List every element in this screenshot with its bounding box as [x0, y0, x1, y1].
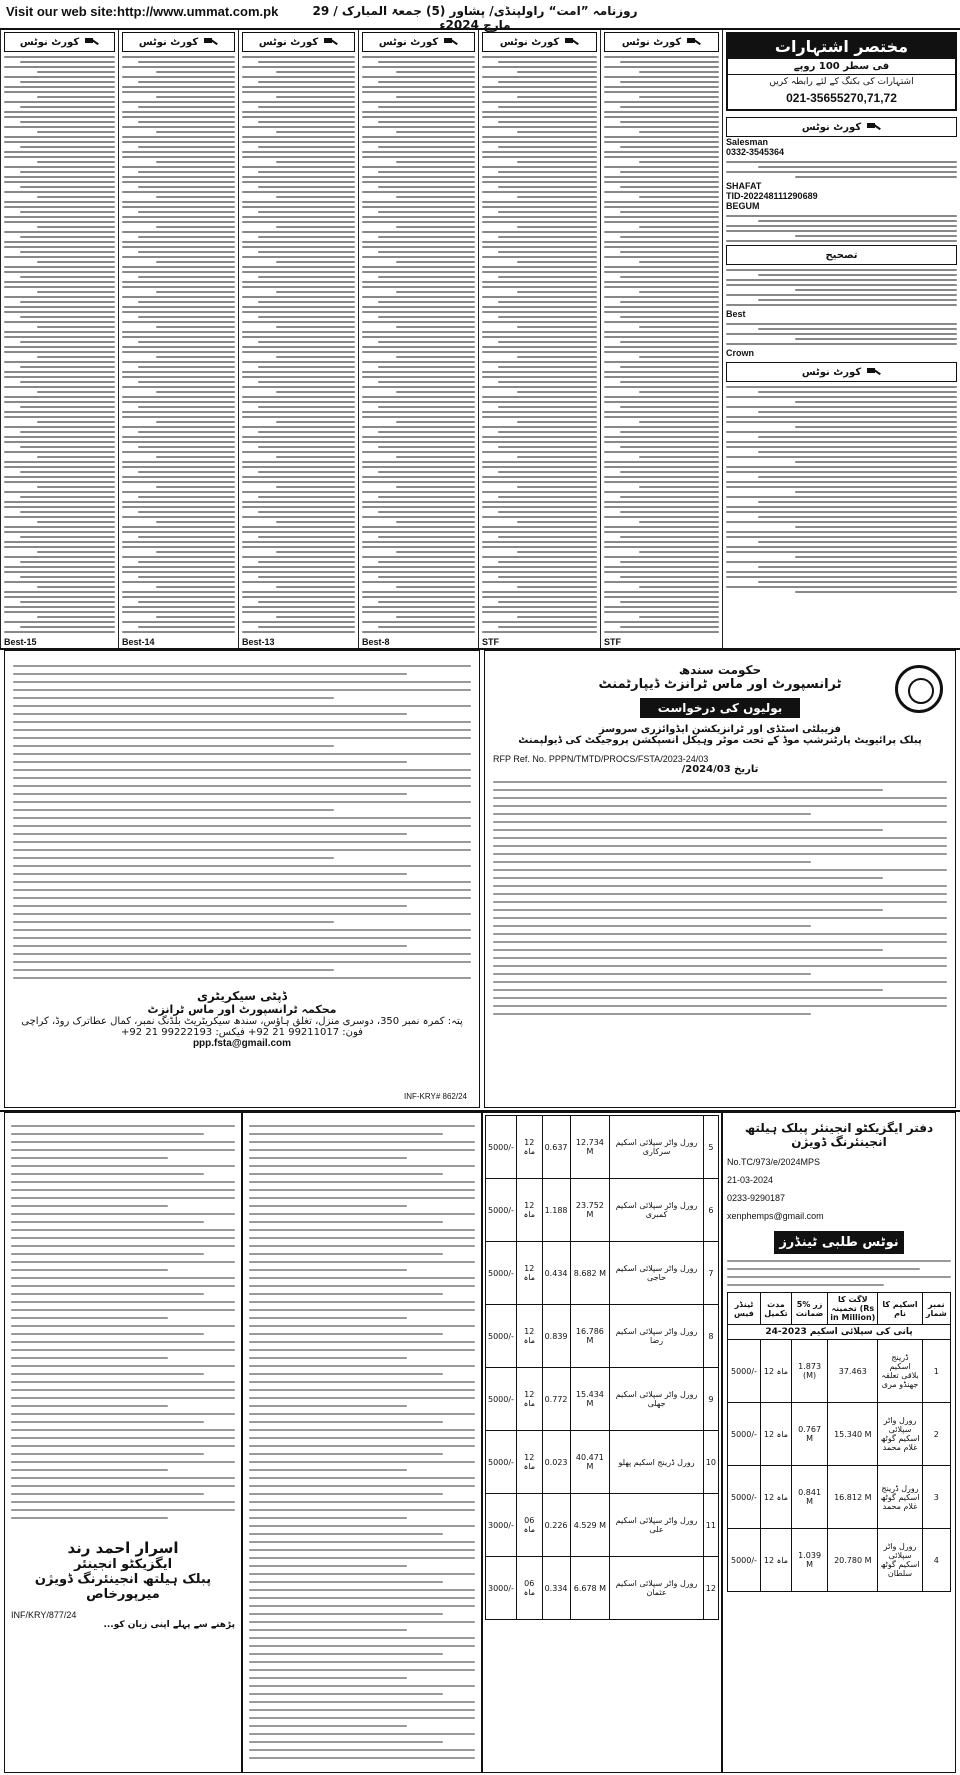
- office-name: دفتر ایگزیکٹو انجینئر پبلک ہیلتھ انجینئرنگ ڈویژن: [744, 1121, 934, 1149]
- table-cell: 10: [703, 1431, 718, 1494]
- table-cell: 0.767 M: [791, 1403, 827, 1466]
- tender-header-col: [722, 1112, 956, 1773]
- table-cell: رورل واٹر سپلائی اسکیم سرکاری: [610, 1116, 703, 1179]
- tender-conditions-col-2: [242, 1112, 482, 1773]
- table-cell: 5000/-: [486, 1305, 517, 1368]
- table-cell: 12 ماہ: [760, 1466, 791, 1529]
- dept-name: ٹرانسپورٹ اور ماس ٹرانزٹ ڈیپارٹمنٹ: [598, 677, 842, 692]
- notice-text: [4, 56, 115, 633]
- ads-column: [722, 30, 960, 648]
- table-cell: 3000/-: [486, 1494, 517, 1557]
- ad-code: SHAFAT: [726, 181, 762, 191]
- correction-header: تصحیح: [726, 245, 957, 265]
- table-cell: 9: [703, 1368, 718, 1431]
- classified-section: [0, 30, 960, 650]
- table-cell: رورل واٹر سپلائی اسکیم حاجی: [610, 1242, 703, 1305]
- table-cell: 6.678 M: [570, 1557, 610, 1620]
- notice-text: [604, 56, 719, 633]
- table-cell: 12 ماہ: [516, 1242, 542, 1305]
- table-row: [486, 1179, 719, 1242]
- table-cell: 12 ماہ: [760, 1529, 791, 1592]
- column-title: کورٹ نوٹس: [19, 36, 80, 48]
- ad-booking: اشتہارات کی بکنگ کے لئے رابطہ کریں: [769, 77, 914, 87]
- table-cell: رورل واٹر سپلائی اسکیم علی: [610, 1494, 703, 1557]
- table-cell: 8.682 M: [570, 1242, 610, 1305]
- transport-ad-section: [0, 650, 960, 1112]
- table-cell: 12: [703, 1557, 718, 1620]
- table-cell: 12 ماہ: [516, 1431, 542, 1494]
- table-row: [486, 1116, 719, 1179]
- table-cell: 12 ماہ: [760, 1340, 791, 1403]
- table-row: [486, 1431, 719, 1494]
- tender-signoff: [11, 1539, 235, 1602]
- table-cell: رورل واٹر سپلائی اسکیم گوٹھ سلطان: [878, 1529, 922, 1592]
- table-cell: 0.839: [542, 1305, 570, 1368]
- table-cell: 20.780 M: [828, 1529, 878, 1592]
- column-tag: STF: [604, 637, 621, 647]
- notice-column-2: [118, 30, 238, 648]
- table-cell: 16.812 M: [828, 1466, 878, 1529]
- table-cell: 0.841 M: [791, 1466, 827, 1529]
- table-cell: ڈرینج اسکیم بلاقی تعلقہ جھنڈو مری: [878, 1340, 922, 1403]
- table-cell: 40.471 M: [570, 1431, 610, 1494]
- hammer-icon: [565, 38, 579, 46]
- notice-column-1: [0, 30, 118, 648]
- tender-footnote: پڑھنے سے پہلے اپنی زبان کو...: [103, 1620, 235, 1630]
- table-header-cell: اسکیم کا نام: [878, 1293, 922, 1325]
- table-row: [486, 1305, 719, 1368]
- table-cell: 12 ماہ: [516, 1305, 542, 1368]
- ad-code: BEGUM: [726, 201, 760, 211]
- table-cell: 1.039 M: [791, 1529, 827, 1592]
- column-tag: Best-15: [4, 637, 37, 647]
- ad-code: 0332-3545364: [726, 147, 785, 157]
- tender-date: 21-03-2024: [727, 1175, 774, 1185]
- tender-table-part-2: [485, 1115, 719, 1620]
- table-cell: 1: [922, 1340, 950, 1403]
- hammer-icon: [204, 38, 218, 46]
- table-row: [728, 1325, 951, 1340]
- table-cell: 0.637: [542, 1116, 570, 1179]
- table-cell: 0.226: [542, 1494, 570, 1557]
- table-cell: 4.529 M: [570, 1494, 610, 1557]
- table-cell: 5: [703, 1116, 718, 1179]
- table-cell: 06 ماہ: [516, 1494, 542, 1557]
- table-row: [486, 1242, 719, 1305]
- table-cell: 06 ماہ: [516, 1557, 542, 1620]
- table-cell: رورل واٹر سپلائی اسکیم کمبری: [610, 1179, 703, 1242]
- table-cell: 5000/-: [728, 1340, 761, 1403]
- table-cell: 12 ماہ: [516, 1116, 542, 1179]
- table-cell: 7: [703, 1242, 718, 1305]
- table-cell: رورل ڈرینج اسکیم گوٹھ غلام محمد: [878, 1466, 922, 1529]
- sig-address: پتہ: کمرہ نمبر 350، دوسری منزل، تغلق ہاؤس، سندھ سیکریٹریٹ بلڈنگ نمبر، کمال عطاترک روڈ، کراچی: [21, 1016, 463, 1027]
- tender-section: [0, 1112, 960, 1775]
- hammer-icon: [444, 38, 458, 46]
- ad-code: TID-202248111290689: [726, 191, 818, 201]
- sig-phone: فون: 99211017 21 92+ فیکس: 99222193 21 92+: [121, 1027, 363, 1038]
- tender-table-continued: [482, 1112, 722, 1773]
- signer-dept: پبلک ہیلتھ انجینئرنگ ڈویژن: [34, 1572, 212, 1587]
- column-tag: STF: [482, 637, 499, 647]
- table-cell: رورل واٹر سپلائی اسکیم جھلی: [610, 1368, 703, 1431]
- table-cell: 12 ماہ: [516, 1179, 542, 1242]
- table-cell: 5000/-: [728, 1466, 761, 1529]
- top-bar: [0, 0, 960, 30]
- hammer-icon: [867, 368, 881, 376]
- bid-subtitle: فزیبلٹی اسٹڈی اور ٹرانزیکشن ایڈوائزری سروسز: [599, 724, 841, 735]
- table-header-cell: 5% زر ضمانت: [791, 1293, 827, 1325]
- inf-code: INF-KRY# 862/24: [404, 1092, 467, 1101]
- table-cell: 3000/-: [486, 1557, 517, 1620]
- table-header-cell: نمبر شمار: [922, 1293, 950, 1325]
- classified-ad-box: [726, 32, 957, 111]
- table-cell: 3: [922, 1466, 950, 1529]
- tender-conditions-col-1: [4, 1112, 242, 1773]
- table-cell: رورل واٹر سپلائی اسکیم گوٹھ غلام محمد: [878, 1403, 922, 1466]
- tender-inf-code: INF/KRY/877/24: [11, 1610, 77, 1620]
- table-category: پانی کی سپلائی اسکیم 2023-24: [728, 1325, 951, 1340]
- table-row: [486, 1368, 719, 1431]
- ad-code: Best: [726, 309, 746, 319]
- table-cell: 5000/-: [486, 1242, 517, 1305]
- table-cell: 5000/-: [486, 1116, 517, 1179]
- table-header-cell: مدت تکمیل: [760, 1293, 791, 1325]
- table-row: [486, 1494, 719, 1557]
- signer-place: میرپورخاص: [86, 1587, 160, 1602]
- rfp-intro-text: [493, 781, 947, 1015]
- hammer-icon: [687, 38, 701, 46]
- hammer-icon: [85, 38, 99, 46]
- sig-title: ڈپٹی سیکریٹری: [196, 989, 288, 1003]
- notice-column-3: [238, 30, 358, 648]
- table-cell: رورل واٹر سپلائی اسکیم رضا: [610, 1305, 703, 1368]
- table-row: [728, 1529, 951, 1592]
- sindh-seal-icon: [895, 665, 943, 713]
- table-cell: 0.334: [542, 1557, 570, 1620]
- table-cell: 12.734 M: [570, 1116, 610, 1179]
- tender-phone: 0233-9290187: [727, 1193, 786, 1203]
- rfp-header-panel: [484, 650, 956, 1108]
- table-row: [728, 1403, 951, 1466]
- column-title: کورٹ نوٹس: [621, 36, 682, 48]
- tender-ref: No.TC/973/e/2024MPS: [727, 1157, 821, 1167]
- table-cell: 12 ماہ: [760, 1403, 791, 1466]
- column-title: کورٹ نوٹس: [801, 366, 862, 378]
- rfp-date: تاریخ 2024/03/: [681, 764, 759, 775]
- bid-title: بولیوں کی درخواست: [640, 698, 800, 718]
- ad-title: مختصر اشتہارات: [728, 34, 955, 59]
- ad-rate: فی سطر 100 روپے: [728, 59, 955, 75]
- table-cell: 2: [922, 1403, 950, 1466]
- tender-email[interactable]: xenphemps@gmail.com: [727, 1211, 824, 1221]
- column-tag: Best-8: [362, 637, 390, 647]
- masthead: روزنامہ ”امت“ راولپنڈی/ پشاور (5) جمعۃ المبارک / 29 مارچ 2024ء: [312, 4, 638, 32]
- table-cell: 15.434 M: [570, 1368, 610, 1431]
- notice-text: [242, 56, 355, 633]
- table-cell: 0.772: [542, 1368, 570, 1431]
- table-cell: 0.023: [542, 1431, 570, 1494]
- column-title: کورٹ نوٹس: [138, 36, 199, 48]
- bid-subtitle-2: پبلک پرائیویٹ پارٹنرشپ موڈ کے تحت موٹر وہیکل انسپکشن پروجیکٹ کی ڈیولپمنٹ: [518, 735, 922, 746]
- rfp-body-text: [13, 665, 471, 979]
- notice-text: [482, 56, 597, 633]
- column-title: کورٹ نوٹس: [801, 121, 862, 133]
- table-cell: 1.873 (M): [791, 1340, 827, 1403]
- ad-phone: 021-35655270,71,72: [786, 91, 897, 105]
- website-link[interactable]: Visit our web site:http://www.ummat.com.pk: [6, 4, 279, 19]
- table-cell: 5000/-: [486, 1431, 517, 1494]
- table-cell: رورل واٹر سپلائی اسکیم عثمان: [610, 1557, 703, 1620]
- notice-column-4: [358, 30, 478, 648]
- column-tag: Best-13: [242, 637, 275, 647]
- table-cell: 11: [703, 1494, 718, 1557]
- govt-name: حکومت سندھ: [678, 663, 762, 677]
- notice-column-5: [478, 30, 600, 648]
- table-cell: 16.786 M: [570, 1305, 610, 1368]
- column-title: کورٹ نوٹس: [258, 36, 319, 48]
- table-cell: 8: [703, 1305, 718, 1368]
- notice-column-6: [600, 30, 722, 648]
- notice-text: [122, 56, 235, 633]
- column-title: کورٹ نوٹس: [499, 36, 560, 48]
- table-cell: 0.434: [542, 1242, 570, 1305]
- notice-text: [362, 56, 475, 633]
- table-row: [728, 1340, 951, 1403]
- table-cell: 23.752 M: [570, 1179, 610, 1242]
- column-title: کورٹ نوٹس: [378, 36, 439, 48]
- rfp-details-panel: [4, 650, 480, 1108]
- table-cell: 1.188: [542, 1179, 570, 1242]
- signer-role: ایگزیکٹو انجینئر: [73, 1557, 173, 1572]
- sig-dept: محکمہ ٹرانسپورٹ اور ماس ٹرانزٹ: [147, 1003, 337, 1016]
- table-cell: 5000/-: [728, 1529, 761, 1592]
- table-row: [486, 1557, 719, 1620]
- signature-block: [13, 989, 471, 1049]
- sig-email[interactable]: ppp.fsta@gmail.com: [192, 1038, 292, 1049]
- table-header-cell: لاگت کا تخمینہ (Rs in Million): [828, 1293, 878, 1325]
- table-cell: 5000/-: [486, 1368, 517, 1431]
- table-cell: 6: [703, 1179, 718, 1242]
- table-cell: 37.463: [828, 1340, 878, 1403]
- hammer-icon: [867, 123, 881, 131]
- hammer-icon: [324, 38, 338, 46]
- rfp-ref: RFP Ref. No. PPPN/TMTD/PROCS/FSTA/2023-24/03: [493, 754, 709, 764]
- table-cell: 5000/-: [486, 1179, 517, 1242]
- table-header-cell: ٹینڈر فیس: [728, 1293, 761, 1325]
- table-cell: 15.340 M: [828, 1403, 878, 1466]
- table-cell: 5000/-: [728, 1403, 761, 1466]
- table-cell: 12 ماہ: [516, 1368, 542, 1431]
- tender-table: [727, 1292, 951, 1592]
- ad-code: Crown: [726, 348, 754, 358]
- tender-title: نوٹس طلبی ٹینڈرز: [774, 1231, 904, 1254]
- table-row: [728, 1466, 951, 1529]
- column-tag: Best-14: [122, 637, 155, 647]
- signer-name: اسرار احمد رند: [67, 1539, 179, 1557]
- table-cell: رورل ڈرینج اسکیم پھلو: [610, 1431, 703, 1494]
- ad-code: Salesman: [726, 137, 769, 147]
- table-cell: 4: [922, 1529, 950, 1592]
